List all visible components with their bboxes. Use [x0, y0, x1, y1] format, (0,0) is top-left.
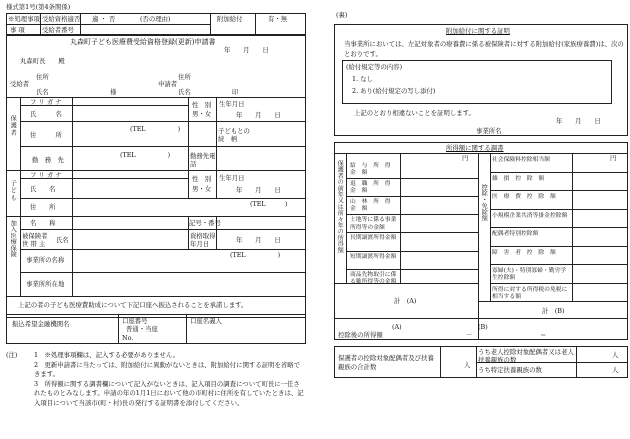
- note-1: 1 ※処理事項欄は、記入する必要がありません。: [34, 351, 180, 359]
- dependents-total-label: 保護者の控除対象配偶者及び扶養親族の合計数: [338, 354, 434, 371]
- regulation-option-2: 2. あり(給付規定の写し添付): [352, 87, 436, 95]
- label-b: (B): [478, 323, 488, 331]
- certify-date: 年 月 日: [556, 117, 601, 125]
- person-unit-1: 人: [464, 361, 471, 369]
- seal: 印: [232, 88, 239, 96]
- income-row-label: 給 与 所 得 金 額: [350, 163, 397, 177]
- certify-text: 上記のとおり相違ないことを証明します。: [354, 109, 475, 117]
- child-birthdate-ymd: 年 月 日: [236, 186, 281, 194]
- income-row-label: 商品先物取引に係る雑所得等の金額: [350, 271, 397, 285]
- elderly-label: うち老人控除対象配偶者又は老人扶養親族の数: [478, 348, 574, 365]
- additional-title: 附加給付に関する証明: [446, 27, 510, 35]
- applicant-label: 申請者: [158, 80, 178, 88]
- recipient-label: 受給者: [10, 80, 30, 88]
- yen-right: 円: [610, 154, 617, 162]
- acquired-date: 資格取得年月日: [190, 232, 216, 249]
- child-tel: (TEL ): [250, 200, 288, 208]
- reason: (否の理由): [140, 15, 171, 23]
- insured-name: 氏名: [56, 236, 69, 244]
- child-address: 住 所: [30, 203, 56, 211]
- deduction-row-label: 社会保険料控除相当額: [492, 157, 550, 163]
- equals-sign: ＝: [540, 331, 547, 339]
- label-a: (A): [392, 323, 402, 331]
- consent-text: 上記の者の子ども医療費助成について下記口座へ振込されることを承諾します。: [18, 301, 248, 309]
- guardian-section: 保護者: [9, 115, 17, 137]
- deduction-row-label: 配偶者特別控除額: [492, 231, 539, 237]
- guardian-gender: 性 別: [192, 101, 212, 109]
- guardian-workplace-tel: (TEL ): [120, 151, 171, 159]
- yes-no: 有・無: [268, 15, 288, 23]
- guardian-furigana: フ リ ガ ナ: [30, 98, 62, 106]
- deduction-row-label: 小規模企業共済等掛金控除額: [492, 212, 568, 219]
- guardian-male-female: 男・女: [192, 110, 212, 118]
- office-address: 事業所所在地: [26, 280, 65, 288]
- office-tel: (TEL ): [230, 251, 281, 259]
- child-birthdate: 生年月日: [219, 174, 245, 182]
- account-no: No.: [122, 334, 134, 342]
- person-unit-3: 人: [612, 366, 619, 374]
- insured-label: 被保険者: [22, 232, 48, 240]
- office-name: 事業所の名称: [26, 256, 65, 264]
- deduction-row-label: 雑 損 控 除 額: [492, 175, 545, 182]
- ok-no: 適 ・ 否: [92, 15, 116, 23]
- deduction-row-label: 寡婦(夫)・特別寡婦・勤労学生控除額: [492, 268, 567, 282]
- income-title: 所得額に関する調書: [446, 144, 504, 152]
- guardian-relationship: 子どもとの続 柄: [218, 127, 250, 144]
- recipient-address-label: 住所: [36, 73, 49, 81]
- applicant-name-label: 氏名: [178, 88, 191, 96]
- yen-left: 円: [462, 154, 469, 162]
- child-furigana: フ リ ガ ナ: [30, 171, 62, 179]
- child-male-female: 男・女: [192, 185, 212, 193]
- after-deduction-label: 控除後の所得額: [338, 331, 383, 339]
- child-name: 氏 名: [30, 185, 56, 193]
- form-title: 丸森町子ども医療費受給資格登録(更新)申請書: [70, 38, 216, 46]
- acquired-ymd: 年 月 日: [236, 236, 281, 244]
- office-name-label: 事業所名: [476, 127, 502, 135]
- person-unit-2: 人: [612, 351, 619, 359]
- income-row-label: 長期譲渡所得金額: [350, 235, 397, 242]
- guardian-tel: (TEL ): [130, 125, 181, 133]
- regulation-label: (給付規定等の内容): [346, 63, 403, 71]
- specific-label: うち特定扶養親族の数: [478, 366, 542, 374]
- child-gender: 性 別: [192, 175, 212, 183]
- qualification-label: 受給資格適否: [42, 15, 81, 23]
- child-section: 子ども: [9, 180, 17, 202]
- total-b: 計 (B): [542, 307, 565, 315]
- income-row-label: 短期譲渡所得金額: [350, 253, 397, 260]
- income-row-label: 山 林 所 得 金 額: [350, 199, 397, 213]
- form-number: 様式第1号(第4条関係): [6, 3, 71, 11]
- back-label: (裏): [336, 11, 348, 19]
- applicant-address-label: 住所: [178, 73, 191, 81]
- guardian-birthdate: 生年月日: [219, 100, 245, 108]
- addressee: 丸森町長 殿: [20, 57, 65, 65]
- guardian-address: 住 所: [30, 131, 62, 139]
- honorific: 様: [110, 88, 117, 96]
- insurance-symbol: 記号・番号: [189, 219, 221, 227]
- insurance-name: 名 称: [30, 219, 56, 227]
- note-2: 2 更新申請書に当たっては、附加給付に異動がないときは、附加給付に関する証明を省略できます。: [34, 361, 301, 379]
- application-date: 年 月 日: [224, 46, 269, 54]
- income-vertical-label: 保護者の前年又は前々年の所得額: [336, 160, 344, 253]
- regulation-option-1: 1. なし: [352, 75, 373, 83]
- guardian-workplace-phone: 勤務先電 話: [190, 152, 222, 169]
- guardian-birthdate-ymd: 年 月 日: [236, 111, 281, 119]
- insured-sub: 世 帯 主: [22, 240, 46, 248]
- deduction-row-label: 所得に対する所得税の免税に相当する額: [492, 286, 568, 300]
- income-row-label: 土地等に係る事業所得等の金額: [350, 217, 397, 231]
- income-row-label: 退 職 所 得 金 額: [350, 181, 397, 195]
- deduction-row-label: 医 療 費 控 除 額: [492, 194, 556, 200]
- additional-text: 当事業所においては、左記対象者の療養費に係る被保険者に対する附加給付(家族療養費)は、次のとおりです。: [344, 40, 624, 58]
- account-name-label: 口座名義人: [190, 317, 222, 325]
- recipient-number-label: 受給者番号: [42, 26, 74, 34]
- minus-sign: －: [466, 331, 473, 339]
- bank-name-label: 振込希望金融機関名: [12, 320, 70, 328]
- insurance-section: 加入医療保険: [9, 220, 17, 258]
- notes-label: (注): [6, 351, 18, 359]
- additional-payment-label: 附加給付: [217, 15, 243, 23]
- recipient-name-label: 氏名: [36, 88, 49, 96]
- guardian-name: 氏 名: [30, 110, 62, 118]
- process-type: ※処理事項: [8, 15, 40, 23]
- deduction-vertical-label: 控除・免除額: [480, 184, 488, 222]
- deduction-row-label: 障 害 者 控 除 額: [492, 249, 556, 256]
- account-number-label: 口座番号: [122, 317, 148, 325]
- note-3: 3 所得額に関する調書欄について記入がないときは、記入項目の調査について町長に一任されたものとみなします。申請の年の1月1日において他の市町村に住所を有していたときは、記入項目について当該市(町・村)長の発行する証明書を添付してください。: [34, 380, 304, 407]
- guardian-workplace: 勤 務 先: [32, 156, 64, 164]
- account-type: 普通・当座: [126, 325, 158, 333]
- matter-label: 事 項: [10, 26, 25, 34]
- total-a: 計 (A): [394, 297, 417, 305]
